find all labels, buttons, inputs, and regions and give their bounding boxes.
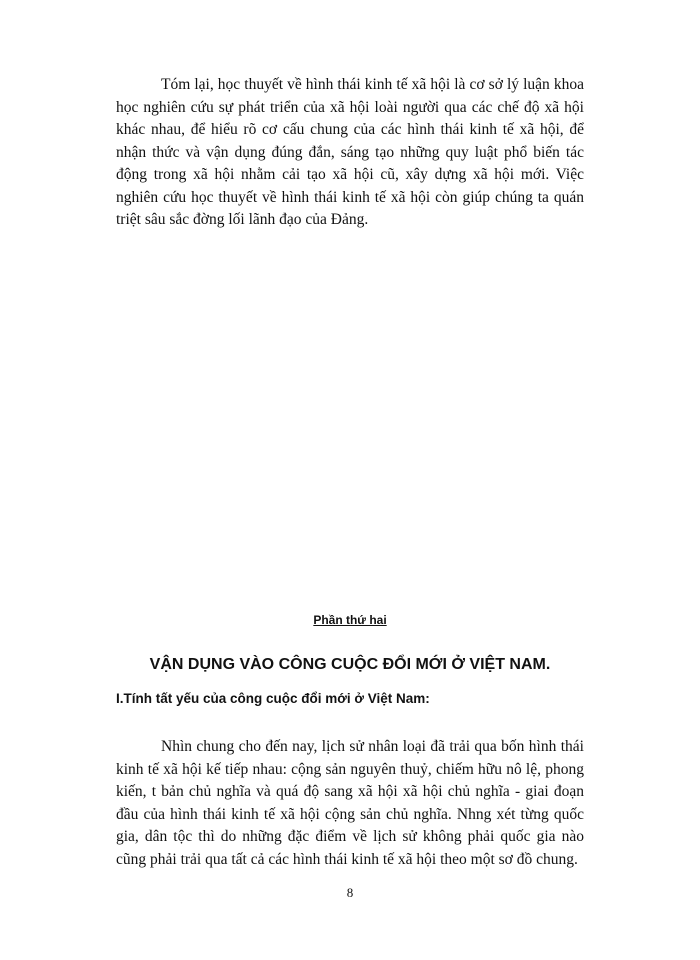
- part-title: Phần thứ hai: [313, 613, 387, 627]
- section-heading: I.Tính tất yếu của công cuộc đổi mới ở Việt Nam:: [116, 691, 430, 706]
- page-number: 8: [346, 885, 354, 900]
- conclusion-paragraph: Tóm lại, học thuyết về hình thái kinh tế xã hội là cơ sở lý luận khoa học nghiên cứu sự phát triển của xã hội loài người qua các chế độ xã hội khác nhau, để hiểu rõ cơ cấu chung của các hình thái kinh tế xã hội, để nhận thức và vận dụng đúng đắn, sáng tạo những quy luật phổ biến tác động trong xã hội nhằm cải tạo xã hội cũ, xây dựng xã hội mới. Việc nghiên cứu học thuyết về hình thái kinh tế xã hội còn giúp chúng ta quán triệt sâu sắc đờng lối lãnh đạo của Đảng.: [116, 76, 584, 228]
- chapter-title: VẬN DỤNG VÀO CÔNG CUỘC ĐỔI MỚI Ở VIỆT NAM.: [149, 656, 551, 673]
- intro-paragraph: Nhìn chung cho đến nay, lịch sử nhân loại đã trải qua bốn hình thái kinh tế xã hội kế tiếp nhau: cộng sản nguyên thuỷ, chiếm hữu nô lệ, phong kiến, t bản chủ nghĩa và quá độ sang xã hội xã hội chủ nghĩa - giai đoạn đầu của hình thái kinh tế xã hội cộng sản chủ nghĩa. Nhng xét từng quốc gia, dân tộc thì do những đặc điểm về lịch sử không phải quốc gia nào cũng phải trải qua tất cả các hình thái kinh tế xã hội theo một sơ đồ chung.: [116, 738, 584, 868]
